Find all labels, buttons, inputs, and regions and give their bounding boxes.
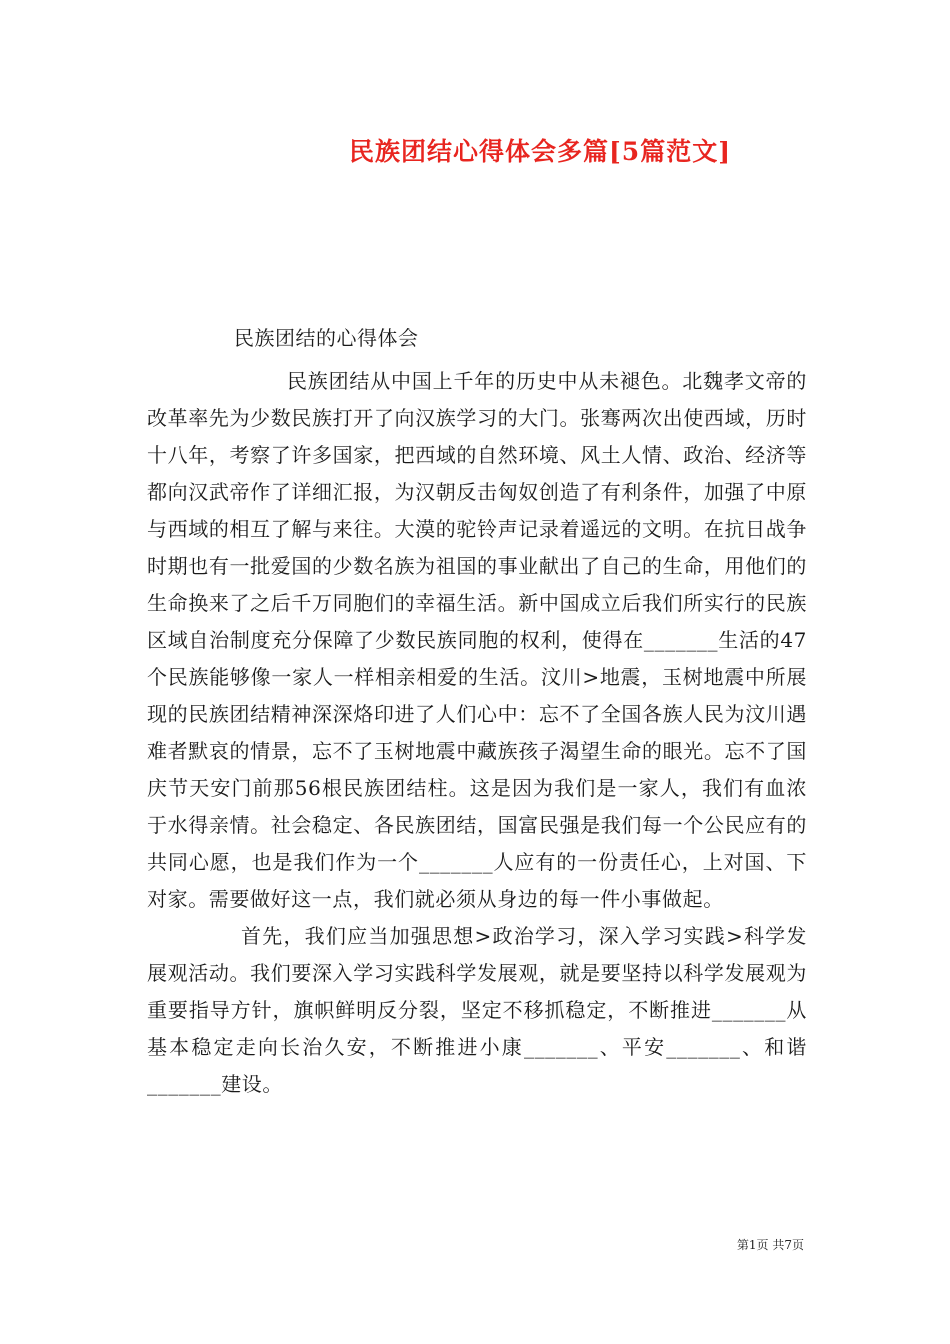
paragraph-2: 首先，我们应当加强思想>政治学习，深入学习实践>科学发展观活动。我们要深入学习实践科学发展观，就是要坚持以科学发展观为重要指导方针，旗帜鲜明反分裂，坚定不移抓稳定，不断推进_______从基本稳定走向长治久安，不断推进小康_______、平安_______、和谐_______建设。 — [147, 924, 807, 1096]
paragraph-1: 民族团结从中国上千年的历史中从未褪色。北魏孝文帝的改革率先为少数民族打开了向汉族学习的大门。张骞两次出使西域，历时十八年，考察了许多国家，把西域的自然环境、风土人情、政治、经济等都向汉武帝作了详细汇报，为汉朝反击匈奴创造了有利条件，加强了中原与西域的相互了解与来往。大漠的驼铃声记录着遥远的文明。在抗日战争时期也有一批爱国的少数名族为祖国的事业献出了自己的生命，用他们的生命换来了之后千万同胞们的幸福生活。新中国成立后我们所实行的民族区域自治制度充分保障了少数民族同胞的权利，使得在_______生活的47个民族能够像一家人一样相亲相爱的生活。汶川>地震，玉树地震中所展现的民族团结精神深深烙印进了人们心中：忘不了全国各族人民为汶川遇难者默哀的情景，忘不了玉树地震中藏族孩子渴望生命的眼光。忘不了国庆节天安门前那56根民族团结柱。这是因为我们是一家人，我们有血浓于水得亲情。社会稳定、各民族团结，国富民强是我们每一个公民应有的共同心愿，也是我们作为一个_______人应有的一份责任心，上对国、下对家。需要做好这一点，我们就必须从身边的每一件小事做起。 — [147, 369, 807, 911]
document-body — [147, 363, 807, 1103]
page-footer: 第1页 共7页 — [736, 1238, 804, 1252]
section-heading: 民族团结的心得体会 — [234, 326, 419, 350]
document-title: 民族团结心得体会多篇[5篇范文] — [348, 137, 732, 166]
